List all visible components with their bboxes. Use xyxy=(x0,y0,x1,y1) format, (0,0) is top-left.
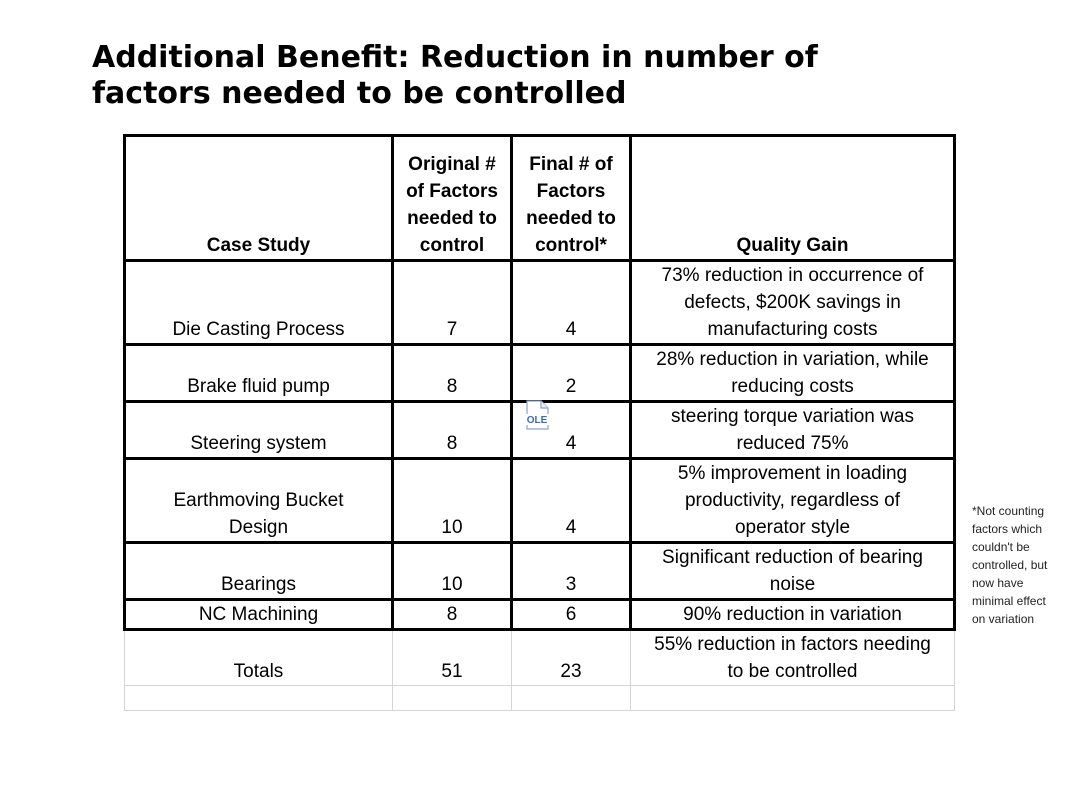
cell-case: NC Machining xyxy=(125,600,393,630)
table-row xyxy=(125,543,955,600)
cell-final: 4 xyxy=(512,402,631,459)
ole-icon-label: OLE xyxy=(526,415,548,426)
totals-original: 51 xyxy=(393,630,512,686)
empty-cell xyxy=(125,686,393,711)
cell-original: 7 xyxy=(393,261,512,345)
header-quality-gain: Quality Gain xyxy=(631,136,955,261)
header-case-study: Case Study xyxy=(125,136,393,261)
cell-final: 6 xyxy=(512,600,631,630)
cell-original: 8 xyxy=(393,345,512,402)
title-line-2: factors needed to be controlled xyxy=(92,76,627,111)
cell-case: Bearings xyxy=(125,543,393,600)
totals-row xyxy=(125,630,955,686)
empty-row xyxy=(125,686,955,711)
table-header-row xyxy=(125,136,955,261)
empty-cell xyxy=(393,686,512,711)
cell-final: 3 xyxy=(512,543,631,600)
slide-title xyxy=(92,40,992,112)
table-row xyxy=(125,459,955,543)
cell-quality-gain: 28% reduction in variation, while reducing costs xyxy=(631,345,955,402)
table-row xyxy=(125,345,955,402)
cell-case: Brake fluid pump xyxy=(125,345,393,402)
cell-case: Steering system xyxy=(125,402,393,459)
table-row xyxy=(125,261,955,345)
cell-final: 2 xyxy=(512,345,631,402)
cell-quality-gain: 73% reduction in occurrence of defects, $200K savings in manufacturing costs xyxy=(631,261,955,345)
footnote: *Not counting factors which couldn't be controlled, but now have minimal effect on variation xyxy=(972,504,1048,626)
cell-case: Earthmoving Bucket Design xyxy=(125,459,393,543)
cell-quality-gain: 90% reduction in variation xyxy=(631,600,955,630)
cell-quality-gain: Significant reduction of bearing noise xyxy=(631,543,955,600)
totals-final: 23 xyxy=(512,630,631,686)
header-final-factors: Final # of Factors needed to control* xyxy=(512,136,631,261)
cell-original: 8 xyxy=(393,402,512,459)
header-original-factors: Original # of Factors needed to control xyxy=(393,136,512,261)
cell-case: Die Casting Process xyxy=(125,261,393,345)
empty-cell xyxy=(631,686,955,711)
table-row xyxy=(125,600,955,630)
title-line-1: Additional Benefit: Reduction in number of xyxy=(92,40,818,75)
cell-quality-gain: steering torque variation was reduced 75% xyxy=(631,402,955,459)
cell-original: 10 xyxy=(393,543,512,600)
cell-final: 4 xyxy=(512,459,631,543)
ole-object-icon[interactable] xyxy=(524,400,550,430)
empty-cell xyxy=(512,686,631,711)
totals-quality-gain: 55% reduction in factors needing to be controlled xyxy=(631,630,955,686)
cell-original: 10 xyxy=(393,459,512,543)
totals-label: Totals xyxy=(125,630,393,686)
cell-quality-gain: 5% improvement in loading productivity, regardless of operator style xyxy=(631,459,955,543)
cell-original: 8 xyxy=(393,600,512,630)
cell-final: 4 xyxy=(512,261,631,345)
